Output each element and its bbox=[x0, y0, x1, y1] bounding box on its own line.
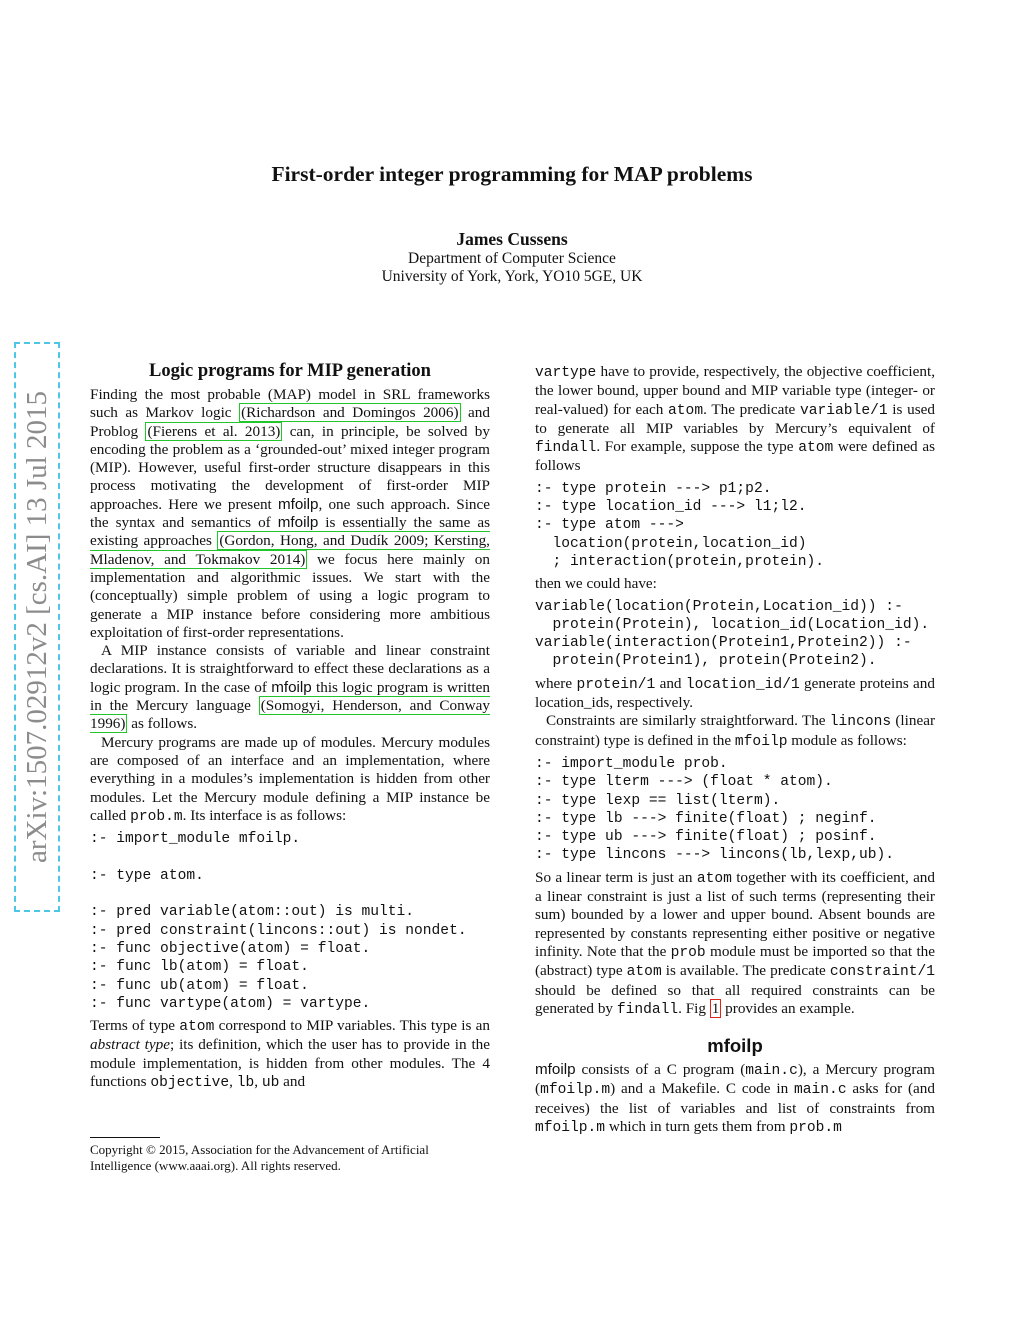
text: should be defined so that all required constraints can be generated by bbox=[535, 981, 935, 1017]
code-inline: constraint/1 bbox=[829, 964, 935, 981]
affiliation-department: Department of Computer Science bbox=[408, 250, 616, 267]
code-inline: variable/1 bbox=[800, 402, 888, 419]
text: were defined as follows bbox=[535, 438, 935, 475]
code-inline: ub bbox=[261, 1074, 280, 1091]
paragraph-vartype bbox=[535, 363, 935, 476]
code-inline: atom bbox=[179, 1019, 215, 1036]
affiliation-university: University of York, York, YO10 5GE, UK bbox=[381, 268, 643, 285]
text: ), a Mercury program ( bbox=[535, 1061, 935, 1098]
text: 2015, Association for the Advancement of Artificial Intelligence (www.aaai.org). All rights reserved. bbox=[90, 1142, 429, 1173]
system-name: mfoilp bbox=[277, 514, 319, 532]
citation-link-fierens[interactable]: (Fierens et al. 2013) bbox=[147, 422, 281, 440]
code-inline: mfoilp.m bbox=[535, 1119, 606, 1136]
text: is used to generate all MIP variables by Mercury’s equivalent of bbox=[535, 400, 935, 437]
text: A MIP instance consists of variable and linear constraint declarations. It is straightforward to effect these declarations as a logic program. In the case of bbox=[90, 642, 490, 696]
text: is available. The predicate bbox=[661, 962, 830, 980]
code-inline: lb bbox=[236, 1074, 255, 1091]
code-inline: mfoilp bbox=[734, 733, 788, 750]
figure-link[interactable]: 1 bbox=[711, 999, 720, 1017]
system-name: mfoilp bbox=[271, 678, 312, 696]
code-inline: lincons bbox=[829, 714, 892, 731]
code-inline: main.c bbox=[794, 1082, 847, 1099]
text: correspond to MIP variables. This type is an bbox=[214, 1017, 491, 1035]
code-inline: main.c bbox=[745, 1063, 798, 1080]
section-heading-logic-programs: Logic programs for MIP generation bbox=[149, 361, 431, 381]
paragraph-then: then we could have: bbox=[535, 575, 657, 593]
paper-title: First-order integer programming for MAP problems bbox=[271, 162, 753, 186]
text: we focus here mainly on implementation and algorithmic issues. We start with the (conceptually) simple problem of using a logic program to generate a MIP instance before considering more ambitious exploitation of first-order representations. bbox=[90, 550, 490, 641]
text: have to provide, respectively, the objective coefficient, the lower bound, upper bound and MIP variable type (integer- or real-valued) for each bbox=[535, 363, 935, 418]
paragraph-mip-instance bbox=[90, 642, 490, 733]
right-column bbox=[535, 363, 935, 1137]
paragraph-terms-of-type bbox=[90, 1017, 490, 1092]
paragraph-mfoilp bbox=[535, 1061, 935, 1137]
paragraph-linear-term bbox=[535, 869, 935, 1019]
text: Copyright bbox=[90, 1142, 146, 1157]
copyright-symbol: © bbox=[145, 1142, 156, 1157]
text: together with its coefficient, and a linear constraint is just a list of such terms (representing their sum) bounded by a lower and upper bound. Absent bounds are represented by constants representing either positive or negative infinity. Note that the bbox=[535, 868, 935, 960]
text: . The predicate bbox=[703, 400, 801, 418]
text: ; its definition, which the user has to provide in the module implementation, is hidden from other modules. The 4 functions bbox=[90, 1036, 490, 1090]
text: as follows. bbox=[127, 715, 198, 733]
text: module must be imported so that the (abstract) type bbox=[535, 942, 935, 980]
copyright-footnote bbox=[90, 1137, 490, 1174]
left-column bbox=[90, 360, 490, 1092]
text: , one such approach. Since the syntax and semantics of bbox=[90, 495, 490, 532]
text: . Fig bbox=[678, 999, 710, 1017]
code-inline: mfoilp.m bbox=[540, 1082, 611, 1099]
text: Terms of type bbox=[90, 1017, 180, 1035]
text: Finding the most probable (MAP) model in SRL frameworks such as Markov logic bbox=[90, 386, 490, 422]
text: is essentially the same as existing approaches bbox=[90, 514, 490, 550]
text: which in turn gets them from bbox=[605, 1117, 790, 1135]
text: Constraints are similarly straightforward. The bbox=[546, 712, 830, 730]
code-inline: protein/1 bbox=[576, 676, 656, 693]
code-inline: objective bbox=[150, 1074, 230, 1091]
text: generate proteins and location_ids, respectively. bbox=[535, 674, 935, 712]
emphasis: abstract type bbox=[90, 1036, 170, 1054]
citation-link-richardson[interactable]: (Richardson and Domingos 2006) bbox=[241, 404, 459, 422]
section-heading-mfoilp: mfoilp bbox=[707, 1035, 763, 1057]
arxiv-stamp-text: arXiv:1507.02912v2 [cs.AI] 13 Jul 2015 bbox=[21, 390, 53, 864]
code-block-variable-preds: variable(location(Protein,Location_id)) :- protein(Protein), location_id(Location_id). variable(interaction(Protein1,Protein2)) :- protein(Protein1), protein(Protein2). bbox=[535, 598, 930, 670]
code-inline: atom bbox=[696, 870, 732, 887]
author-name: James Cussens bbox=[456, 229, 568, 249]
text: Mercury programs are made up of modules. Mercury modules are composed of an interface and an implementation, where everything in a modules’s implementation is hidden from other modules. Let the Mercury module defining a MIP instance be called bbox=[90, 733, 490, 824]
code-inline: atom bbox=[668, 402, 704, 419]
code-block-atom-type: :- type protein ---> p1;p2. :- type location_id ---> l1;l2. :- type atom ---> location(protein,location_id) ; interaction(protein,protein). bbox=[535, 480, 825, 570]
text: . For example, suppose the type bbox=[596, 438, 799, 456]
text: provides an example. bbox=[721, 999, 855, 1017]
arxiv-stamp[interactable] bbox=[14, 342, 60, 912]
code-block-interface: :- import_module mfoilp. :- type atom. :- pred variable(atom::out) is multi. :- pred constraint(lincons::out) is nondet. :- func objective(atom) = float. :- func lb(atom) = float. :- func ub(atom) = float. :- func vartype(atom) = vartype. bbox=[90, 831, 467, 1012]
citation-link-somogyi[interactable]: (Somogyi, Henderson, and Conway 1996) bbox=[90, 697, 490, 733]
text: consists of a C program ( bbox=[575, 1061, 746, 1079]
text: and bbox=[655, 674, 686, 692]
paragraph-intro bbox=[90, 386, 490, 642]
text: asks for (and receives) the list of variables and list of constraints from bbox=[535, 1080, 935, 1117]
code-block-lincons: :- import_module prob. :- type lterm ---> (float * atom). :- type lexp == list(lterm). :- type lb ---> finite(float) ; neginf. :- type ub ---> finite(float) ; posinf. :- type lincons ---> lincons(lb,lexp,ub). bbox=[535, 755, 895, 864]
system-name: mfoilp bbox=[277, 495, 319, 513]
code-inline: findall bbox=[616, 1001, 679, 1018]
paragraph-constraints bbox=[535, 712, 935, 751]
system-name: mfoilp bbox=[535, 1061, 576, 1079]
text: , bbox=[254, 1072, 262, 1090]
text: , bbox=[229, 1072, 237, 1090]
paragraph-mercury-modules bbox=[90, 734, 490, 826]
code-inline: prob bbox=[670, 944, 706, 961]
code-inline: atom bbox=[626, 964, 662, 981]
code-inline: location_id/1 bbox=[685, 676, 800, 693]
code-inline: prob.m bbox=[130, 808, 183, 825]
text: . Its interface is as follows: bbox=[182, 806, 347, 824]
code-inline: prob.m bbox=[789, 1119, 842, 1136]
text: ) and a Makefile. C code in bbox=[610, 1080, 795, 1098]
paragraph-where bbox=[535, 675, 935, 713]
text: and bbox=[279, 1072, 306, 1090]
code-inline: vartype bbox=[535, 365, 597, 381]
text: (linear constraint) type is defined in the bbox=[535, 712, 935, 749]
text: and Problog bbox=[90, 404, 490, 440]
citation-link-gordon-kersting[interactable]: (Gordon, Hong, and Dudík 2009; Kersting, Mladenov, and Tokmakov 2014) bbox=[90, 532, 490, 568]
text: So a linear term is just an bbox=[535, 868, 697, 886]
code-inline: atom bbox=[798, 440, 834, 457]
text: this logic program is written in the Mercury language bbox=[90, 678, 490, 715]
footnote-rule bbox=[90, 1137, 160, 1138]
text: where bbox=[535, 674, 577, 692]
text: module as follows: bbox=[787, 731, 907, 749]
text: can, in principle, be solved by encoding the problem as a ‘grounded-out’ mixed integer program (MIP). However, useful first-order structure disappears in this process motivating the development of first-order MIP approaches. Here we present bbox=[90, 422, 490, 513]
code-inline: findall bbox=[535, 440, 597, 457]
